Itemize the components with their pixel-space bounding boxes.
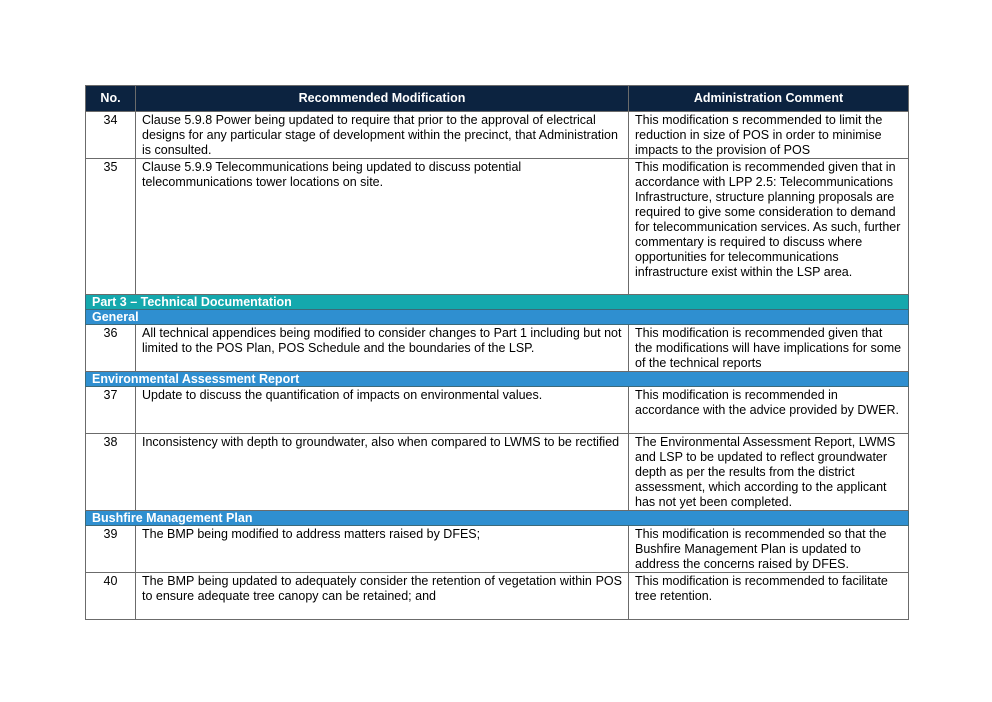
row-comment: This modification is recommended so that the Bushfire Management Plan is updated to address the concerns raised by DFES. [629,526,909,573]
row-comment: This modification is recommended to facilitate tree retention. [629,573,909,620]
header-comment: Administration Comment [629,86,909,112]
part-heading: Part 3 – Technical Documentation [86,295,909,310]
header-modification: Recommended Modification [136,86,629,112]
row-modification: Clause 5.9.9 Telecommunications being updated to discuss potential telecommunications tower locations on site. [136,159,629,295]
row-number: 38 [86,434,136,511]
table-row [86,434,909,511]
row-modification: Inconsistency with depth to groundwater, also when compared to LWMS to be rectified [136,434,629,511]
table-row [86,387,909,434]
row-modification: Clause 5.9.8 Power being updated to require that prior to the approval of electrical designs for any particular stage of development within the precinct, that Administration is consulted. [136,112,629,159]
section-heading-row [86,511,909,526]
table-row [86,325,909,372]
table-row [86,573,909,620]
table-row [86,526,909,573]
row-number: 36 [86,325,136,372]
row-number: 40 [86,573,136,620]
table-header-row [86,86,909,112]
section-heading-bushfire: Bushfire Management Plan [86,511,909,526]
section-heading-environmental: Environmental Assessment Report [86,372,909,387]
row-comment: This modification is recommended in accordance with the advice provided by DWER. [629,387,909,434]
row-number: 39 [86,526,136,573]
row-comment: This modification s recommended to limit the reduction in size of POS in order to minimise impacts to the provision of POS [629,112,909,159]
part-heading-row [86,295,909,310]
row-number: 35 [86,159,136,295]
row-number: 37 [86,387,136,434]
header-no: No. [86,86,136,112]
row-modification: The BMP being modified to address matters raised by DFES; [136,526,629,573]
table-row [86,159,909,295]
row-modification: Update to discuss the quantification of impacts on environmental values. [136,387,629,434]
row-modification: The BMP being updated to adequately consider the retention of vegetation within POS to ensure adequate tree canopy can be retained; and [136,573,629,620]
row-comment: The Environmental Assessment Report, LWMS and LSP to be updated to reflect groundwater depth as per the results from the district assessment, which according to the applicant has not yet been completed. [629,434,909,511]
row-modification: All technical appendices being modified to consider changes to Part 1 including but not limited to the POS Plan, POS Schedule and the boundaries of the LSP. [136,325,629,372]
table-row [86,112,909,159]
section-heading-general: General [86,310,909,325]
modifications-table [85,85,909,620]
section-heading-row [86,372,909,387]
row-number: 34 [86,112,136,159]
section-heading-row [86,310,909,325]
row-comment: This modification is recommended given that in accordance with LPP 2.5: Telecommunications Infrastructure, structure planning proposals are required to give some consideration to demand for telecommunication services. As such, further commentary is required to discuss where opportunities for telecommunications infrastructure exist within the LSP area. [629,159,909,295]
row-comment: This modification is recommended given that the modifications will have implications for some of the technical reports [629,325,909,372]
